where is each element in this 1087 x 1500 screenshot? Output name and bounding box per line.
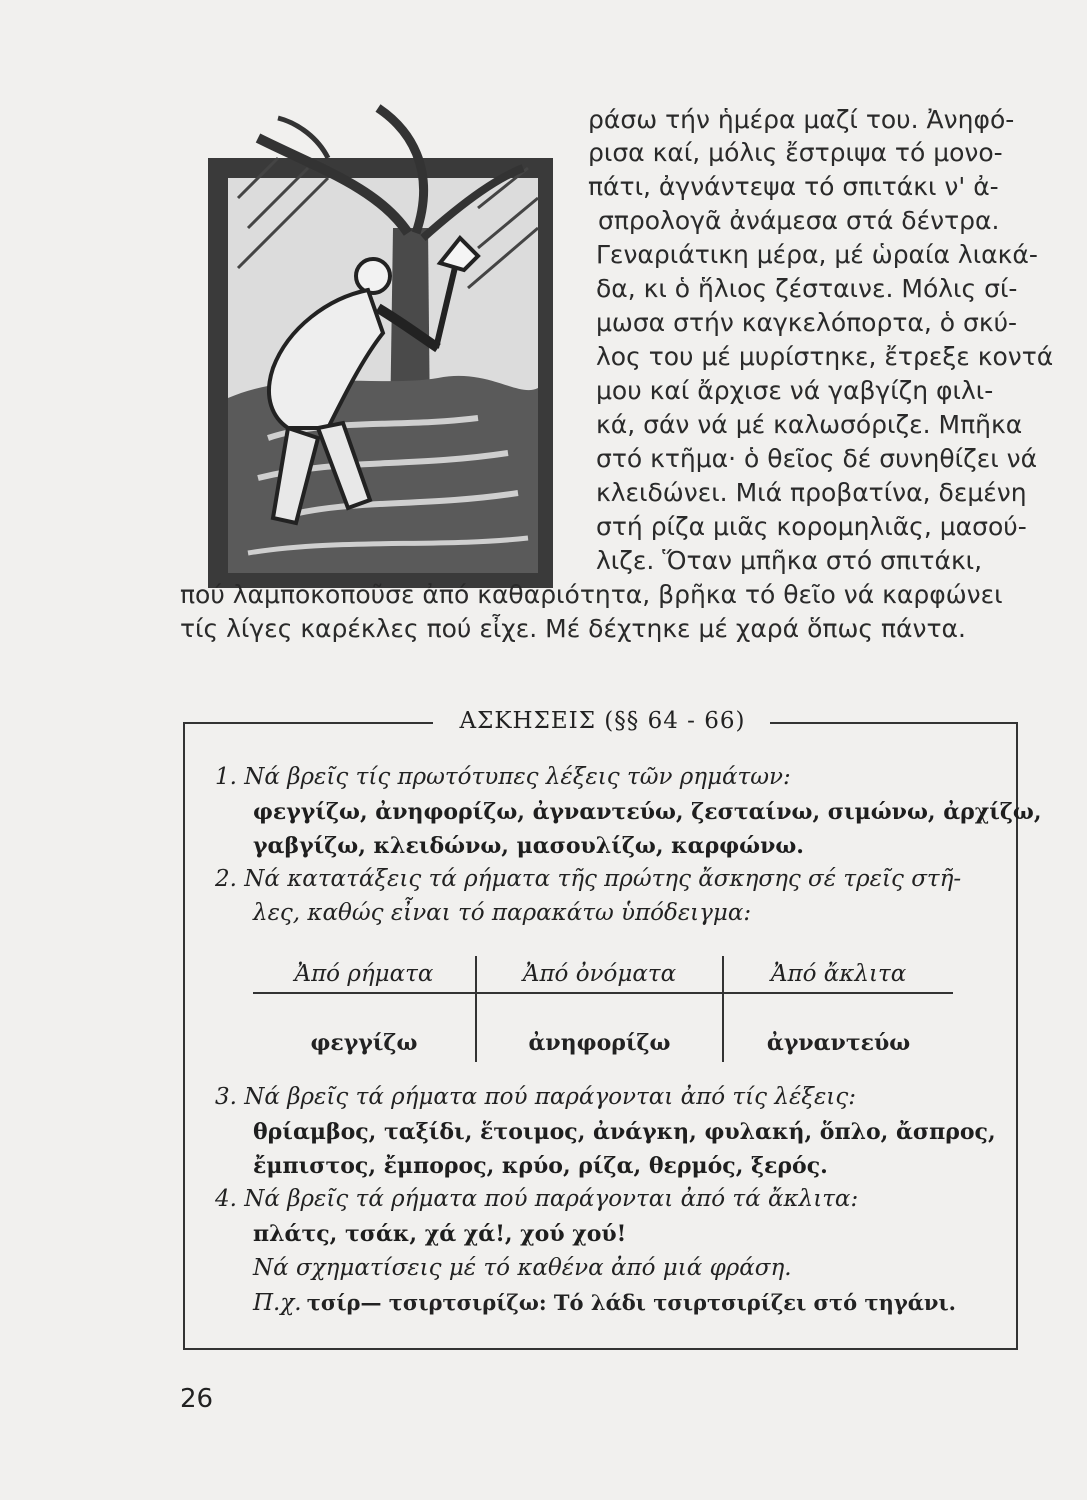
table-header-row (253, 956, 953, 993)
exercise-4-words: πλάτς, τσάκ, χά χά!, χού χού! (253, 1221, 627, 1247)
exercise-3-prompt: 3. Νά βρεῖς τά ρήματα πού παράγονται ἀπό τίς λέξεις: (215, 1084, 856, 1110)
narrative-line: στό κτῆμα· ὁ θεῖος δέ συνηθίζει νά (596, 444, 1038, 473)
exercise-1-words: γαβγίζω, κλειδώνω, μασουλίζω, καρφώνω. (253, 833, 804, 859)
narrative-line: ρισα καί, μόλις ἔστριψα τό μονο- (588, 138, 1003, 167)
narrative-line: στή ρίζα μιᾶς κορομηλιᾶς, μασού- (596, 512, 1027, 541)
exercise-4-instruction: Νά σχηματίσεις μέ τό καθένα ἀπό μιά φράση. (253, 1255, 792, 1281)
exercises-box-top-border (183, 722, 433, 724)
narrative-line: κά, σάν νά μέ καλωσόριζε. Μπῆκα (596, 410, 1023, 439)
table-cell: ἀνηφορίζω (476, 993, 723, 1062)
table-cell: ἀγναντεύω (723, 993, 953, 1062)
table-header: Ἀπό ρήματα (253, 956, 476, 993)
exercise-1-prompt: 1. Νά βρεῖς τίς πρωτότυπες λέξεις τῶν ρημάτων: (215, 764, 791, 790)
page-number: 26 (180, 1384, 214, 1414)
exercise-4-example (253, 1288, 956, 1320)
exercise-3-words: θρίαμβος, ταξίδι, ἕτοιμος, ἀνάγκη, φυλακή, ὅπλο, ἄσπρος, (253, 1119, 996, 1145)
exercise-1-words: φεγγίζω, ἀνηφορίζω, ἀγναντεύω, ζεσταίνω, σιμώνω, ἀρχίζω, (253, 799, 1042, 825)
table-header: Ἀπό ὀνόματα (476, 956, 723, 993)
exercise-2-prompt: λες, καθώς εἶναι τό παρακάτω ὑπόδειγμα: (253, 900, 752, 926)
narrative-line: λος του μέ μυρίστηκε, ἔτρεξε κοντά (596, 342, 1054, 371)
narrative-line: σπρολογᾶ ἀνάμεσα στά δέντρα. (598, 206, 1000, 235)
narrative-line: τίς λίγες καρέκλες πού εἶχε. Μέ δέχτηκε μέ χαρά ὅπως πάντα. (180, 614, 966, 643)
table-header: Ἀπό ἄκλιτα (723, 956, 953, 993)
narrative-line: ράσω τήν ἡμέρα μαζί του. Ἀνηφό- (588, 105, 1015, 134)
exercises-box-top-border (770, 722, 1018, 724)
narrative-line: δα, κι ὁ ἥλιος ζέσταινε. Μόλις σί- (596, 274, 1018, 303)
narrative-line: πού λαμποκοποῦσε ἀπό καθαριότητα, βρῆκα τό θεῖο νά καρφώνει (180, 580, 1003, 609)
narrative-line: πάτι, ἀγνάντεψα τό σπιτάκι ν' ἀ- (588, 172, 999, 201)
example-text: τσίρ— τσιρτσιρίζω: Τό λάδι τσιρτσιρίζει στό τηγάνι. (306, 1290, 956, 1315)
narrative-line: μου καί ἄρχισε νά γαβγίζη φιλι- (596, 376, 994, 405)
exercise-4-prompt: 4. Νά βρεῖς τά ρήματα πού παράγονται ἀπό τά ἄκλιτα: (215, 1186, 859, 1212)
exercises-title: ΑΣΚΗΣΕΙΣ (§§ 64 - 66) (459, 708, 746, 734)
woodcutter-icon (178, 98, 568, 590)
exercise-2-prompt: 2. Νά κατατάξεις τά ρήματα τῆς πρώτης ἄσκησης σέ τρεῖς στῆ- (215, 866, 962, 892)
narrative-line: λιζε. Ὅταν μπῆκα στό σπιτάκι, (596, 546, 983, 575)
example-label: Π.χ. (253, 1290, 302, 1316)
table-cell: φεγγίζω (310, 1030, 418, 1056)
exercise-3-words: ἔμπιστος, ἔμπορος, κρύο, ρίζα, θερμός, ξερός. (253, 1153, 828, 1179)
example-table (253, 956, 953, 1062)
table-row (253, 993, 953, 1062)
narrative-line: μωσα στήν καγκελόπορτα, ὁ σκύ- (596, 308, 1018, 337)
narrative-line: κλειδώνει. Μιά προβατίνα, δεμένη (596, 478, 1027, 507)
narrative-line: Γεναριάτικη μέρα, μέ ὡραία λιακά- (596, 240, 1038, 269)
